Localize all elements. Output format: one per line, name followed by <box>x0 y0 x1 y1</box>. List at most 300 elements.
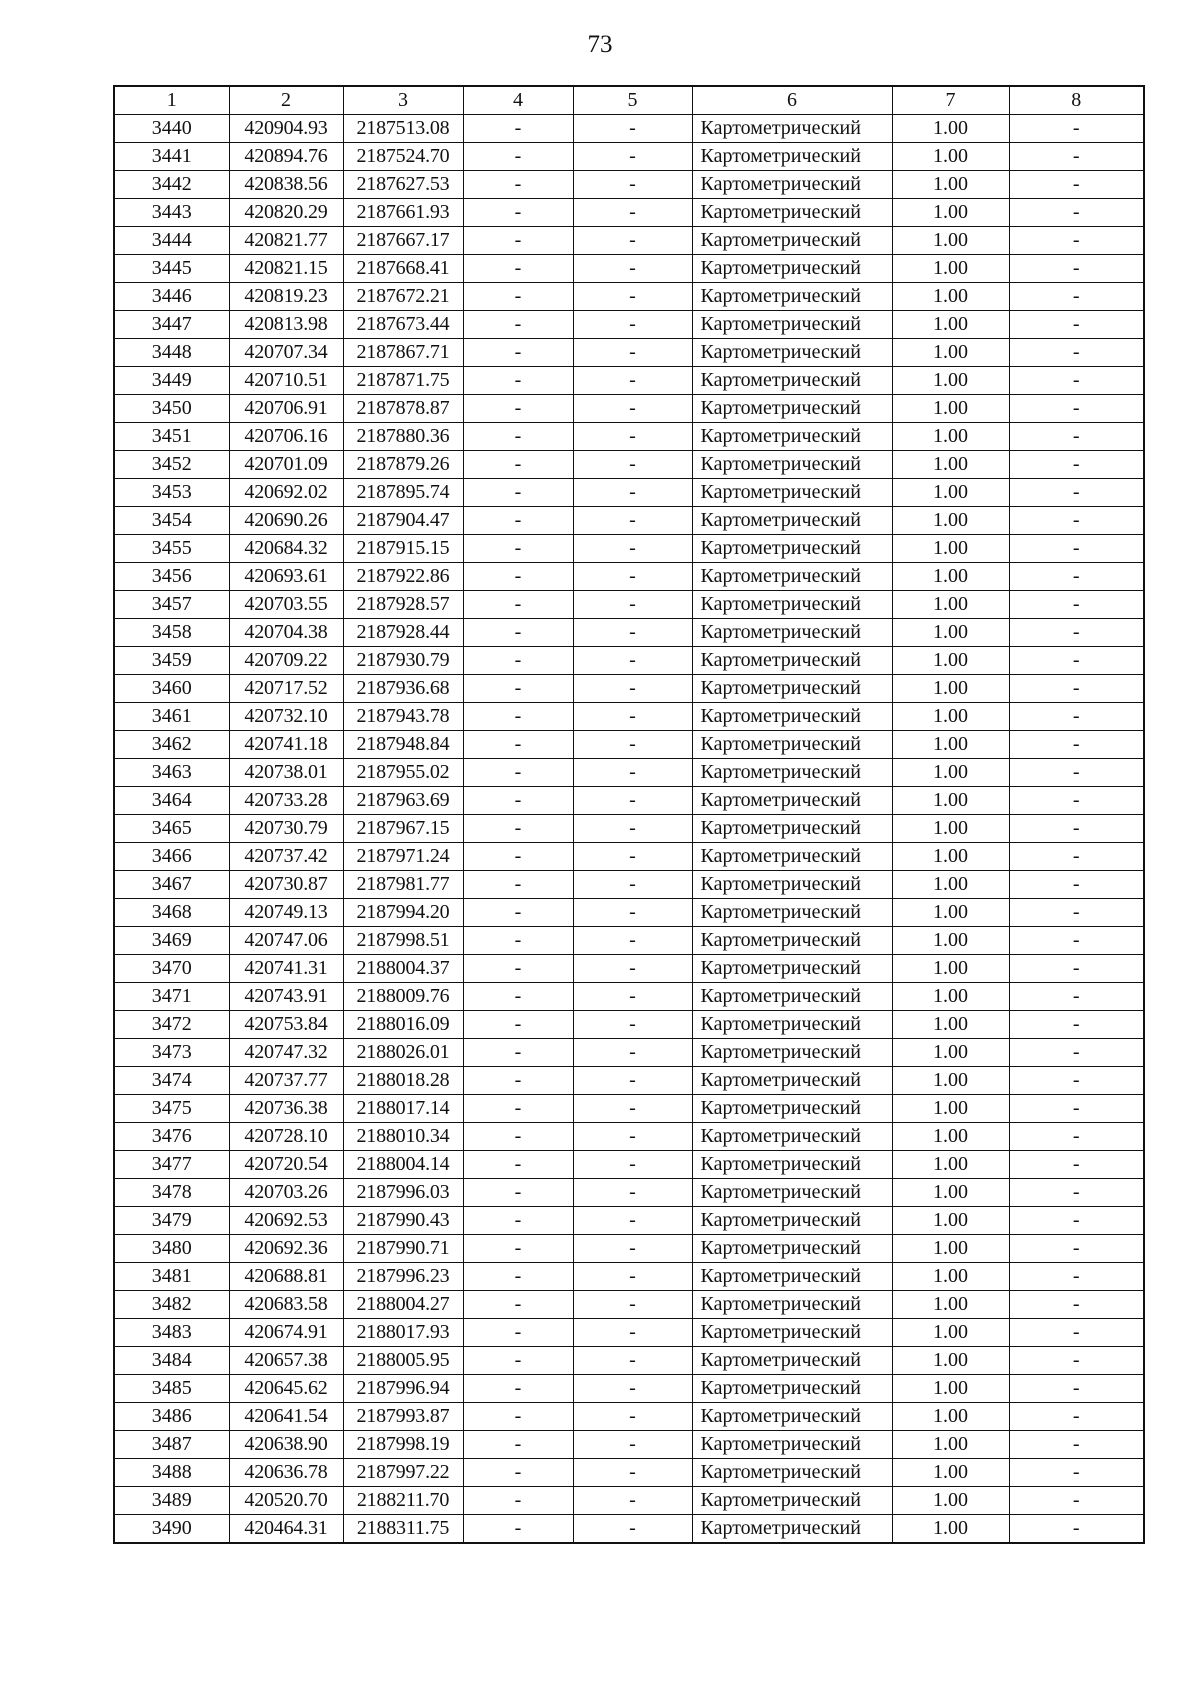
table-cell: 2188026.01 <box>343 1039 463 1067</box>
table-cell: 420690.26 <box>229 507 343 535</box>
table-cell: 1.00 <box>892 1095 1009 1123</box>
table-row <box>114 115 1144 143</box>
table-cell: 1.00 <box>892 731 1009 759</box>
table-cell: 2187990.43 <box>343 1207 463 1235</box>
table-row <box>114 311 1144 339</box>
table-row <box>114 759 1144 787</box>
table-cell: 420720.54 <box>229 1151 343 1179</box>
table-cell: - <box>463 1347 573 1375</box>
table-cell: - <box>573 1039 692 1067</box>
table-cell: Картометрический <box>692 311 892 339</box>
table-cell: 3441 <box>114 143 229 171</box>
table-cell: 3440 <box>114 115 229 143</box>
table-cell: Картометрический <box>692 1235 892 1263</box>
table-cell: - <box>463 647 573 675</box>
table-cell: Картометрический <box>692 255 892 283</box>
table-cell: 1.00 <box>892 1487 1009 1515</box>
table-cell: 420684.32 <box>229 535 343 563</box>
table-cell: Картометрический <box>692 1347 892 1375</box>
table-cell: 420520.70 <box>229 1487 343 1515</box>
table-row <box>114 899 1144 927</box>
table-cell: Картометрический <box>692 703 892 731</box>
table-row <box>114 955 1144 983</box>
table-cell: 1.00 <box>892 759 1009 787</box>
table-cell: 420703.26 <box>229 1179 343 1207</box>
table-cell: - <box>463 759 573 787</box>
table-cell: 1.00 <box>892 171 1009 199</box>
table-cell: - <box>1009 871 1144 899</box>
table-cell: 1.00 <box>892 619 1009 647</box>
table-cell: 420819.23 <box>229 283 343 311</box>
table-row <box>114 1151 1144 1179</box>
table-cell: 1.00 <box>892 1291 1009 1319</box>
table-cell: 1.00 <box>892 1235 1009 1263</box>
table-cell: 1.00 <box>892 647 1009 675</box>
table-cell: 420638.90 <box>229 1431 343 1459</box>
table-cell: 3487 <box>114 1431 229 1459</box>
table-row <box>114 1515 1144 1544</box>
table-cell: - <box>1009 619 1144 647</box>
table-cell: 1.00 <box>892 115 1009 143</box>
table-cell: Картометрический <box>692 1179 892 1207</box>
table-cell: - <box>1009 759 1144 787</box>
table-cell: - <box>1009 787 1144 815</box>
table-cell: - <box>573 1291 692 1319</box>
table-cell: 420707.34 <box>229 339 343 367</box>
table-cell: 420709.22 <box>229 647 343 675</box>
table-cell: - <box>463 1319 573 1347</box>
table-row <box>114 283 1144 311</box>
table-cell: 2187943.78 <box>343 703 463 731</box>
table-cell: - <box>1009 423 1144 451</box>
table-cell: Картометрический <box>692 143 892 171</box>
table-cell: - <box>1009 1291 1144 1319</box>
table-cell: 2187955.02 <box>343 759 463 787</box>
table-cell: Картометрический <box>692 1207 892 1235</box>
table-cell: 2187667.17 <box>343 227 463 255</box>
table-cell: 3449 <box>114 367 229 395</box>
table-row <box>114 451 1144 479</box>
table-cell: 2187928.44 <box>343 619 463 647</box>
table-cell: - <box>463 311 573 339</box>
table-cell: - <box>1009 227 1144 255</box>
table-cell: - <box>573 311 692 339</box>
table-cell: - <box>1009 955 1144 983</box>
table-cell: 3476 <box>114 1123 229 1151</box>
table-cell: 420692.36 <box>229 1235 343 1263</box>
table-cell: - <box>463 143 573 171</box>
table-row <box>114 1011 1144 1039</box>
table-cell: 420741.18 <box>229 731 343 759</box>
table-cell: - <box>463 1515 573 1544</box>
table-cell: - <box>573 815 692 843</box>
table-cell: 420737.42 <box>229 843 343 871</box>
table-cell: - <box>463 1487 573 1515</box>
table-cell: Картометрический <box>692 899 892 927</box>
table-cell: Картометрический <box>692 1123 892 1151</box>
table-cell: - <box>573 983 692 1011</box>
table-cell: 2188004.14 <box>343 1151 463 1179</box>
table-cell: 1.00 <box>892 199 1009 227</box>
table-cell: 420710.51 <box>229 367 343 395</box>
table-row <box>114 563 1144 591</box>
table-row <box>114 1067 1144 1095</box>
table-cell: - <box>573 199 692 227</box>
table-header-row <box>114 86 1144 115</box>
table-row <box>114 927 1144 955</box>
table-cell: 3454 <box>114 507 229 535</box>
table-cell: 1.00 <box>892 1263 1009 1291</box>
table-cell: - <box>463 171 573 199</box>
table-cell: Картометрический <box>692 927 892 955</box>
table-cell: 2187981.77 <box>343 871 463 899</box>
table-cell: 1.00 <box>892 1179 1009 1207</box>
table-cell: - <box>1009 591 1144 619</box>
table-cell: 2187936.68 <box>343 675 463 703</box>
table-cell: - <box>1009 899 1144 927</box>
table-cell: - <box>573 703 692 731</box>
table-cell: 1.00 <box>892 927 1009 955</box>
table-cell: 3444 <box>114 227 229 255</box>
table-cell: - <box>1009 1347 1144 1375</box>
table-cell: - <box>1009 1403 1144 1431</box>
table-cell: - <box>1009 1459 1144 1487</box>
page-number: 73 <box>587 31 613 58</box>
table-cell: - <box>573 115 692 143</box>
table-cell: 3447 <box>114 311 229 339</box>
table-cell: 1.00 <box>892 1123 1009 1151</box>
table-cell: 1.00 <box>892 227 1009 255</box>
table-row <box>114 171 1144 199</box>
table-cell: 420736.38 <box>229 1095 343 1123</box>
table-cell: Картометрический <box>692 115 892 143</box>
table-cell: 2187994.20 <box>343 899 463 927</box>
table-cell: - <box>1009 507 1144 535</box>
table-cell: - <box>573 535 692 563</box>
column-header: 7 <box>892 86 1009 115</box>
table-row <box>114 647 1144 675</box>
table-cell: 2187661.93 <box>343 199 463 227</box>
table-cell: 3461 <box>114 703 229 731</box>
table-cell: 3465 <box>114 815 229 843</box>
table-cell: - <box>1009 395 1144 423</box>
table-row <box>114 1235 1144 1263</box>
table-cell: - <box>463 395 573 423</box>
table-cell: 3452 <box>114 451 229 479</box>
table-body <box>114 115 1144 1544</box>
table-cell: 3473 <box>114 1039 229 1067</box>
table-cell: - <box>463 899 573 927</box>
table-cell: - <box>573 731 692 759</box>
table-cell: 3446 <box>114 283 229 311</box>
table-cell: - <box>463 619 573 647</box>
table-row <box>114 591 1144 619</box>
table-cell: - <box>463 1375 573 1403</box>
table-cell: Картометрический <box>692 1039 892 1067</box>
table-cell: - <box>463 199 573 227</box>
table-cell: Картометрический <box>692 815 892 843</box>
table-cell: 3490 <box>114 1515 229 1544</box>
table-cell: 2187930.79 <box>343 647 463 675</box>
table-cell: - <box>573 1123 692 1151</box>
table-cell: Картометрический <box>692 507 892 535</box>
table-cell: 1.00 <box>892 1319 1009 1347</box>
table-cell: - <box>1009 1067 1144 1095</box>
table-cell: - <box>1009 339 1144 367</box>
table-cell: - <box>573 395 692 423</box>
table-row <box>114 367 1144 395</box>
table-cell: 1.00 <box>892 535 1009 563</box>
table-cell: 3459 <box>114 647 229 675</box>
table-cell: 420701.09 <box>229 451 343 479</box>
table-cell: 420741.31 <box>229 955 343 983</box>
table-cell: - <box>573 843 692 871</box>
table-cell: 1.00 <box>892 1151 1009 1179</box>
table-cell: 2188004.27 <box>343 1291 463 1319</box>
table-cell: 420738.01 <box>229 759 343 787</box>
table-cell: - <box>1009 451 1144 479</box>
table-cell: 1.00 <box>892 1207 1009 1235</box>
table-cell: 420464.31 <box>229 1515 343 1544</box>
table-cell: Картометрический <box>692 563 892 591</box>
table-cell: 420688.81 <box>229 1263 343 1291</box>
table-cell: 2187993.87 <box>343 1403 463 1431</box>
table-row <box>114 1403 1144 1431</box>
table-cell: 2188004.37 <box>343 955 463 983</box>
table-cell: Картометрический <box>692 1319 892 1347</box>
table-cell: - <box>573 619 692 647</box>
table-cell: 420732.10 <box>229 703 343 731</box>
table-cell: Картометрический <box>692 1011 892 1039</box>
table-cell: 1.00 <box>892 367 1009 395</box>
table-cell: - <box>463 451 573 479</box>
table-cell: Картометрический <box>692 1431 892 1459</box>
table-cell: 1.00 <box>892 983 1009 1011</box>
table-cell: - <box>573 507 692 535</box>
table-cell: - <box>1009 1011 1144 1039</box>
table-cell: 2187513.08 <box>343 115 463 143</box>
table-cell: - <box>463 815 573 843</box>
table-row <box>114 199 1144 227</box>
table-cell: - <box>573 143 692 171</box>
table-cell: 2188017.14 <box>343 1095 463 1123</box>
table-cell: 1.00 <box>892 283 1009 311</box>
table-row <box>114 731 1144 759</box>
table-cell: Картометрический <box>692 1375 892 1403</box>
table-cell: Картометрический <box>692 1067 892 1095</box>
table-cell: 420894.76 <box>229 143 343 171</box>
table-cell: 3472 <box>114 1011 229 1039</box>
table-cell: Картометрический <box>692 731 892 759</box>
table-cell: - <box>1009 647 1144 675</box>
table-row <box>114 1319 1144 1347</box>
table-cell: 420636.78 <box>229 1459 343 1487</box>
table-cell: Картометрический <box>692 871 892 899</box>
table-cell: 3453 <box>114 479 229 507</box>
table-cell: 3455 <box>114 535 229 563</box>
table-cell: 3485 <box>114 1375 229 1403</box>
table-cell: 420706.91 <box>229 395 343 423</box>
table-cell: - <box>1009 1375 1144 1403</box>
column-header: 4 <box>463 86 573 115</box>
column-header: 2 <box>229 86 343 115</box>
table-cell: 1.00 <box>892 1459 1009 1487</box>
table-cell: 1.00 <box>892 703 1009 731</box>
table-cell: - <box>573 591 692 619</box>
table-cell: - <box>1009 311 1144 339</box>
table-row <box>114 1179 1144 1207</box>
table-cell: 420821.15 <box>229 255 343 283</box>
table-cell: - <box>573 955 692 983</box>
table-cell: 420737.77 <box>229 1067 343 1095</box>
table-cell: Картометрический <box>692 451 892 479</box>
table-cell: 2187880.36 <box>343 423 463 451</box>
table-cell: 1.00 <box>892 815 1009 843</box>
table-cell: Картометрический <box>692 199 892 227</box>
table-cell: 2188005.95 <box>343 1347 463 1375</box>
table-row <box>114 815 1144 843</box>
table-cell: 420717.52 <box>229 675 343 703</box>
table-cell: - <box>1009 1319 1144 1347</box>
table-cell: 3462 <box>114 731 229 759</box>
table-cell: - <box>573 1235 692 1263</box>
table-row <box>114 1095 1144 1123</box>
table-cell: 3443 <box>114 199 229 227</box>
table-cell: - <box>573 479 692 507</box>
table-cell: - <box>463 787 573 815</box>
table-cell: 3478 <box>114 1179 229 1207</box>
table-cell: - <box>463 1039 573 1067</box>
table-cell: 2188016.09 <box>343 1011 463 1039</box>
table-cell: - <box>573 1067 692 1095</box>
table-cell: - <box>463 1207 573 1235</box>
table-cell: - <box>463 675 573 703</box>
table-cell: - <box>463 731 573 759</box>
column-header: 5 <box>573 86 692 115</box>
table-cell: - <box>573 871 692 899</box>
table-cell: - <box>463 1123 573 1151</box>
table-row <box>114 1039 1144 1067</box>
table-cell: 420674.91 <box>229 1319 343 1347</box>
table-cell: - <box>463 591 573 619</box>
table-cell: - <box>463 507 573 535</box>
table-cell: 2187867.71 <box>343 339 463 367</box>
table-row <box>114 255 1144 283</box>
table-cell: 3474 <box>114 1067 229 1095</box>
table-cell: Картометрический <box>692 955 892 983</box>
table-row <box>114 1375 1144 1403</box>
table-cell: 1.00 <box>892 1039 1009 1067</box>
table-cell: 420692.02 <box>229 479 343 507</box>
table-cell: 1.00 <box>892 339 1009 367</box>
table-cell: - <box>463 115 573 143</box>
table-cell: 420641.54 <box>229 1403 343 1431</box>
table-cell: 1.00 <box>892 1347 1009 1375</box>
table-cell: 2188211.70 <box>343 1487 463 1515</box>
table-cell: 2187668.41 <box>343 255 463 283</box>
table-cell: 420704.38 <box>229 619 343 647</box>
table-row <box>114 1487 1144 1515</box>
table-cell: 3488 <box>114 1459 229 1487</box>
table-cell: 420820.29 <box>229 199 343 227</box>
table-cell: - <box>573 899 692 927</box>
table-cell: Картометрический <box>692 1095 892 1123</box>
table-cell: - <box>573 339 692 367</box>
table-cell: - <box>463 703 573 731</box>
table-cell: Картометрический <box>692 619 892 647</box>
table-cell: - <box>463 339 573 367</box>
table-cell: 3482 <box>114 1291 229 1319</box>
table-cell: - <box>573 1347 692 1375</box>
table-cell: - <box>463 1431 573 1459</box>
table-cell: - <box>1009 1179 1144 1207</box>
table-cell: 2187996.03 <box>343 1179 463 1207</box>
table-cell: 2187673.44 <box>343 311 463 339</box>
table-cell: 3464 <box>114 787 229 815</box>
table-cell: 3445 <box>114 255 229 283</box>
table-cell: Картометрический <box>692 647 892 675</box>
table-cell: 3466 <box>114 843 229 871</box>
table-cell: 2187627.53 <box>343 171 463 199</box>
table-cell: 420692.53 <box>229 1207 343 1235</box>
coordinates-table <box>113 85 1145 1544</box>
table-cell: 2188010.34 <box>343 1123 463 1151</box>
table-cell: 2187967.15 <box>343 815 463 843</box>
table-row <box>114 787 1144 815</box>
table-cell: Картометрический <box>692 227 892 255</box>
table-cell: - <box>1009 1207 1144 1235</box>
table-cell: 1.00 <box>892 1375 1009 1403</box>
table-cell: 1.00 <box>892 563 1009 591</box>
table-cell: - <box>573 1459 692 1487</box>
table-cell: 3469 <box>114 927 229 955</box>
table-row <box>114 871 1144 899</box>
table-cell: 2187928.57 <box>343 591 463 619</box>
table-cell: 2187948.84 <box>343 731 463 759</box>
table-cell: 3475 <box>114 1095 229 1123</box>
table-cell: - <box>463 1179 573 1207</box>
table-cell: - <box>573 255 692 283</box>
table-cell: 2188009.76 <box>343 983 463 1011</box>
table-cell: Картометрический <box>692 283 892 311</box>
table-cell: - <box>463 283 573 311</box>
table-cell: 3463 <box>114 759 229 787</box>
table-cell: 2187915.15 <box>343 535 463 563</box>
table-cell: 1.00 <box>892 479 1009 507</box>
table-row <box>114 1291 1144 1319</box>
table-cell: 1.00 <box>892 675 1009 703</box>
table-cell: 3471 <box>114 983 229 1011</box>
table-cell: 420706.16 <box>229 423 343 451</box>
table-cell: 2187998.19 <box>343 1431 463 1459</box>
table-cell: - <box>573 647 692 675</box>
table-row <box>114 227 1144 255</box>
table-cell: - <box>573 1487 692 1515</box>
table-cell: 1.00 <box>892 507 1009 535</box>
table-cell: 3448 <box>114 339 229 367</box>
table-cell: Картометрический <box>692 1263 892 1291</box>
table-row <box>114 535 1144 563</box>
table-cell: - <box>573 563 692 591</box>
table-cell: Картометрический <box>692 395 892 423</box>
table-row <box>114 983 1144 1011</box>
table-cell: 420703.55 <box>229 591 343 619</box>
table-cell: 1.00 <box>892 787 1009 815</box>
table-cell: 3470 <box>114 955 229 983</box>
table-cell: Картометрический <box>692 367 892 395</box>
table-cell: - <box>1009 199 1144 227</box>
table-cell: Картометрический <box>692 1291 892 1319</box>
